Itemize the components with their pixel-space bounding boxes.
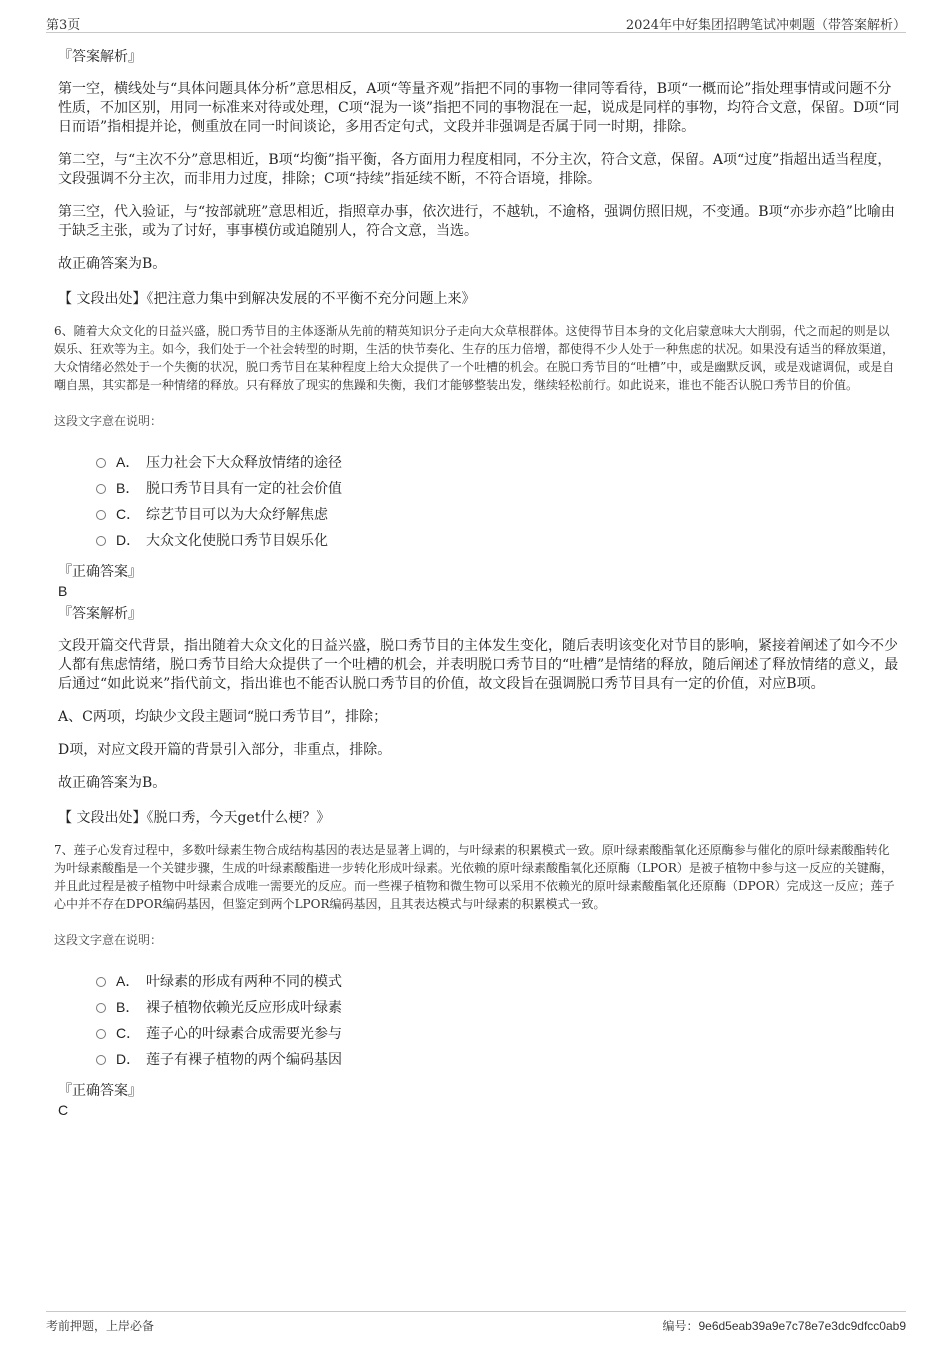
analysis-paragraph: 第二空，与“主次不分”意思相近，B项“均衡”指平衡，各方面用力程度相同，不分主次，符合文意，保留。A项“过度”指超出适当程度，文段强调不分主次，而非用力过度，排除；C项“持续”指延续不断，不符合语境，排除。 — [58, 152, 892, 187]
radio-icon[interactable] — [96, 1055, 106, 1065]
page-header — [46, 10, 906, 33]
question-7-text: 7、莲子心发育过程中，多数叶绿素生物合成结构基因的表达是显著上调的，与叶绿素的积累模式一致。原叶绿素酸酯氧化还原酶参与催化的原叶绿素酸酯转化为叶绿素酸酯是一个关键步骤，生成的叶绿素酸酯进一步转化形成叶绿素。光依赖的原叶绿素酸酯氧化还原酶（LPOR）是被子植物中参与这一反应的关键酶，并且此过程是被子植物中叶绿素合成唯一需要光的反应。而一些裸子植物和微生物可以采用不依赖光的原叶绿素酸酯氧化还原酶（DPOR）完成这一反应；莲子心中并不存在DPOR编码基因，但鉴定到两个LPOR编码基因，且其表达模式与叶绿素的积累模式一致。 — [54, 843, 895, 911]
answer-value: B — [58, 583, 68, 599]
code-label: 编号： — [662, 1319, 699, 1333]
question-7-options — [96, 968, 900, 1072]
radio-icon[interactable] — [96, 484, 106, 494]
page-footer — [46, 1311, 906, 1336]
option-text: 脱口秀节目具有一定的社会价值 — [146, 481, 342, 497]
code-value: 9e6d5eab39a9e7c78e7e3dc9dfcc0ab9 — [698, 1319, 906, 1333]
answer-value: C — [58, 1102, 69, 1118]
option-a[interactable] — [96, 449, 900, 475]
analysis-conclusion: 故正确答案为B。 — [58, 775, 167, 791]
footer-slogan: 考前押题，上岸必备 — [46, 1319, 155, 1333]
option-text: 压力社会下大众释放情绪的途径 — [146, 455, 342, 471]
option-text: 裸子植物依赖光反应形成叶绿素 — [146, 1000, 342, 1016]
option-text: 大众文化使脱口秀节目娱乐化 — [146, 533, 328, 549]
option-c[interactable] — [96, 1020, 900, 1046]
passage-source: 【 文段出处】《脱口秀，今天get什么梗？》 — [58, 810, 331, 826]
analysis-paragraph: 文段开篇交代背景，指出随着大众文化的日益兴盛，脱口秀节目的主体发生变化，随后表明该变化对节目的影响，紧接着阐述了如今不少人都有焦虑情绪，脱口秀节目给大众提供了一个吐槽的机会，并表明脱口秀节目的“吐槽”是情绪的释放，随后阐述了释放情绪的意义，最后通过“如此说来”指代前文，指出谁也不能否认脱口秀节目的价值，故文段旨在强调脱口秀节目具有一定的价值，对应B项。 — [58, 638, 899, 692]
option-b[interactable] — [96, 994, 900, 1020]
analysis-paragraph: 第三空，代入验证，与“按部就班”意思相近，指照章办事，依次进行，不越轨，不逾格，强调仿照旧规，不变通。B项“亦步亦趋”比喻由于缺乏主张，或为了讨好，事事模仿或追随别人，符合文意，当选。 — [58, 204, 895, 239]
radio-icon[interactable] — [96, 536, 106, 546]
document-title: 2024年中好集团招聘笔试冲刺题（带答案解析） — [625, 18, 906, 33]
question-7-prompt: 这段文字意在说明： — [54, 933, 163, 947]
option-letter: A． — [116, 454, 140, 470]
document-code — [662, 1317, 906, 1334]
answer-label: 『正确答案』 — [58, 1083, 142, 1099]
analysis-label: 『答案解析』 — [58, 49, 142, 65]
analysis-paragraph: 第一空，横线处与“具体问题具体分析”意思相反，A项“等量齐观”指把不同的事物一律同等看待，B项“一概而论”指处理事情或问题不分性质，不加区别，用同一标准来对待或处理，C项“混为一谈”指把不同的事物混在一起，说成是同样的事物，均符合文意，保留。D项“同日而语”指相提并论，侧重放在同一时间谈论，多用否定句式，文段并非强调是否属于同一时期，排除。 — [58, 81, 900, 135]
page-number: 第3页 — [46, 18, 81, 33]
option-d[interactable] — [96, 527, 900, 553]
option-b[interactable] — [96, 475, 900, 501]
question-6-options — [96, 449, 900, 553]
option-letter: D． — [116, 532, 141, 548]
option-text: 综艺节目可以为大众纾解焦虑 — [146, 507, 328, 523]
radio-icon[interactable] — [96, 1003, 106, 1013]
analysis-paragraph: D项，对应文段开篇的背景引入部分，非重点，排除。 — [58, 742, 392, 758]
option-letter: C． — [116, 1025, 141, 1041]
option-d[interactable] — [96, 1046, 900, 1072]
answer-label: 『正确答案』 — [58, 564, 142, 580]
option-text: 叶绿素的形成有两种不同的模式 — [146, 974, 342, 990]
option-text: 莲子有裸子植物的两个编码基因 — [146, 1052, 342, 1068]
option-a[interactable] — [96, 968, 900, 994]
option-letter: D． — [116, 1051, 141, 1067]
analysis-paragraph: A、C两项，均缺少文段主题词“脱口秀节目”，排除； — [58, 709, 388, 725]
page-content — [54, 42, 900, 1118]
passage-source: 【 文段出处】《把注意力集中到解决发展的不平衡不充分问题上来》 — [58, 291, 476, 307]
option-letter: A． — [116, 973, 140, 989]
radio-icon[interactable] — [96, 1029, 106, 1039]
option-letter: C． — [116, 506, 141, 522]
analysis-conclusion: 故正确答案为B。 — [58, 256, 167, 272]
analysis-label: 『答案解析』 — [58, 606, 142, 622]
question-6-prompt: 这段文字意在说明： — [54, 414, 163, 428]
radio-icon[interactable] — [96, 458, 106, 468]
radio-icon[interactable] — [96, 977, 106, 987]
option-letter: B． — [116, 480, 140, 496]
option-letter: B． — [116, 999, 140, 1015]
option-c[interactable] — [96, 501, 900, 527]
option-text: 莲子心的叶绿素合成需要光参与 — [146, 1026, 342, 1042]
radio-icon[interactable] — [96, 510, 106, 520]
question-6-text: 6、随着大众文化的日益兴盛，脱口秀节目的主体逐渐从先前的精英知识分子走向大众草根群体。这使得节目本身的文化启蒙意味大大削弱，代之而起的则是以娱乐、狂欢等为主。如今，我们处于一个社会转型的时期，生活的快节奏化、生存的压力倍增，都使得不少人处于一种焦虑的状况。如果没有适当的释放渠道，大众情绪必然处于一个失衡的状况，脱口秀节目在某种程度上给大众提供了一个吐槽的机会。在脱口秀节目的“吐槽”中，或是幽默反讽，或是戏谑调侃，或是自嘲自黑，其实都是一种情绪的释放。只有释放了现实的焦躁和失衡，我们才能够整装出发，继续轻松前行。如此说来，谁也不能否认脱口秀节目的价值。 — [54, 324, 895, 392]
